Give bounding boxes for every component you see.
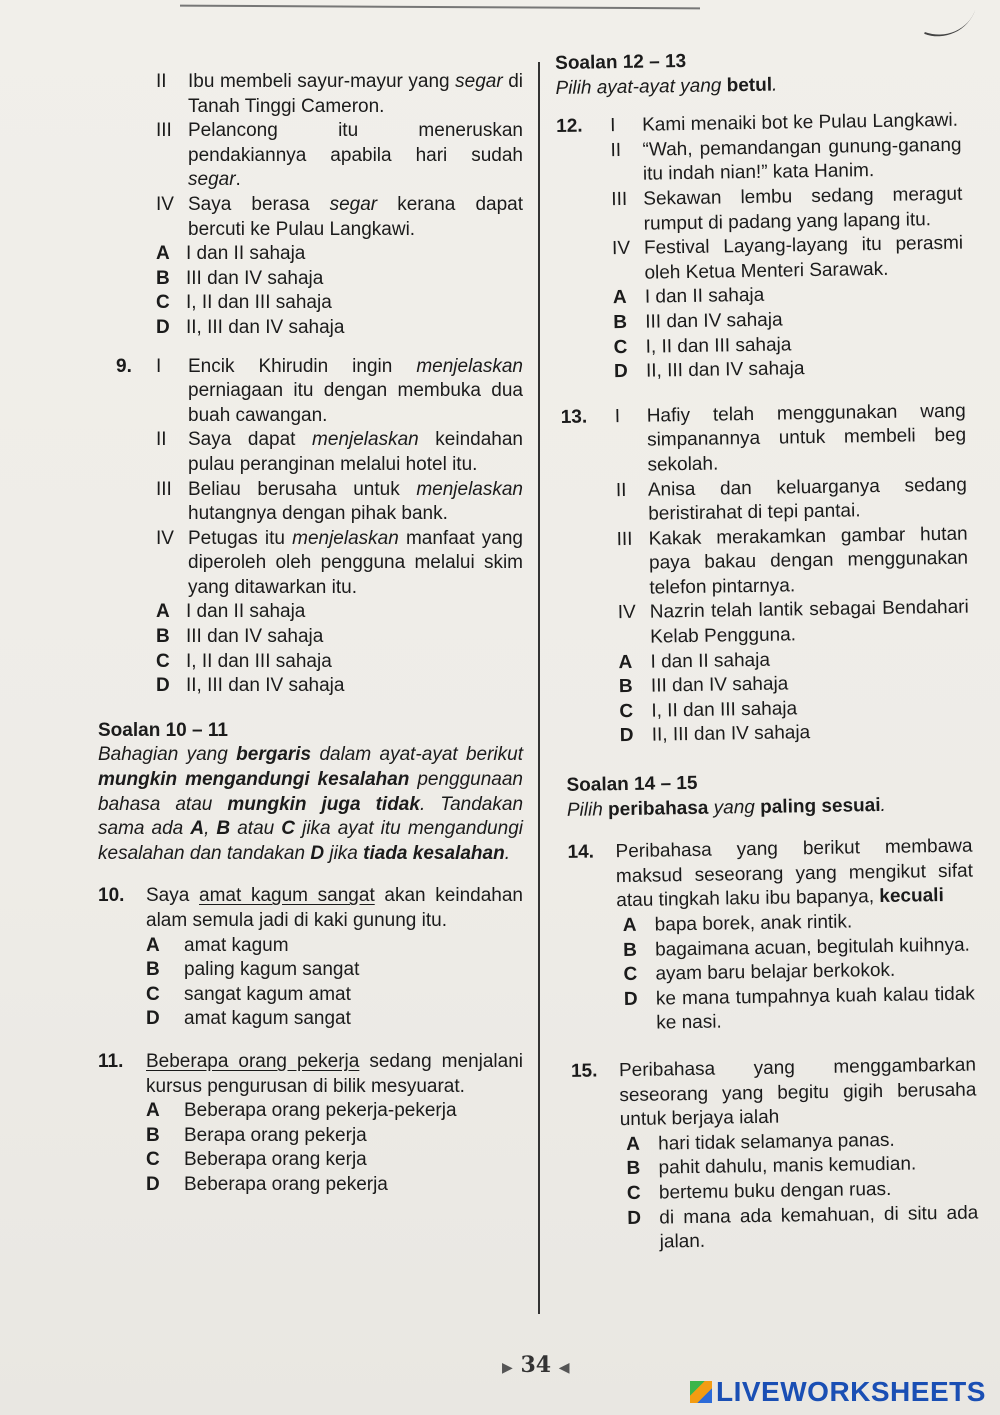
option-a[interactable]: A I dan II sahaja — [156, 601, 306, 623]
statement-item: I Kami menaiki bot ke Pulau Langkawi. — [610, 109, 959, 137]
roman-numeral: IV — [156, 193, 174, 215]
option-b[interactable]: B Berapa orang pekerja — [146, 1124, 367, 1146]
statement-item: III Beliau berusaha untuk menjelaskan hutangnya dengan pihak bank. — [156, 478, 523, 525]
question-number: 13. — [560, 406, 588, 428]
statement-item: IV Petugas itu menjelaskan manfaat yang diperoleh oleh pengguna melalui skim yang ditawarkan itu. — [156, 527, 523, 598]
question-8-tail — [98, 70, 523, 341]
page-fold — [924, 0, 976, 48]
option-b[interactable]: B III dan IV sahaja — [618, 673, 789, 698]
option-a[interactable]: A hari tidak selamanya panas. — [626, 1129, 895, 1155]
option-b[interactable]: B pahit dahulu, manis kemudian. — [626, 1153, 917, 1180]
statement-item: II “Wah, pemandangan gunung-ganang itu indah nian!” kata Hanim. — [610, 134, 962, 186]
column-divider — [538, 62, 540, 1314]
option-c[interactable]: C I, II dan III sahaja — [619, 698, 798, 722]
option-c[interactable]: C bertemu buku dengan ruas. — [626, 1178, 892, 1204]
statement-item: I Encik Khirudin ingin menjelaskan perniagaan itu dengan membuka dua buah cawangan. — [156, 355, 523, 426]
option-a[interactable]: A Beberapa orang pekerja-pekerja — [146, 1100, 457, 1122]
logo-icon — [690, 1381, 712, 1403]
question-stem: Peribahasa yang menggambarkan seseorang yang begitu gigih berusaha untuk berjaya ialah — [618, 1054, 977, 1131]
option-d[interactable]: D ke mana tumpahnya kuah kalau tidak ke nasi. — [623, 983, 976, 1034]
question-15 — [571, 1053, 979, 1256]
arrow-right-icon: ▶ — [502, 1360, 513, 1376]
question-number: 14. — [567, 841, 595, 864]
top-rule — [180, 5, 700, 10]
arrow-left-icon: ◀ — [558, 1360, 570, 1376]
section-instruction: Pilih ayat-ayat yang betul. — [555, 74, 778, 99]
option-d[interactable]: D II, III dan IV sahaja — [156, 316, 345, 338]
statement-item: II Ibu membeli sayur-mayur yang segar di Tanah Tinggi Cameron. — [156, 71, 523, 117]
option-c[interactable]: C I, II dan III sahaja — [156, 292, 332, 314]
section-14-15 — [566, 768, 972, 824]
option-d[interactable]: D di mana ada kemahuan, di situ ada jalan. — [627, 1202, 979, 1253]
question-11 — [98, 1050, 523, 1198]
question-number: 10. — [98, 885, 125, 907]
statement-item: II Anisa dan keluarganya sedang beristirahat di tepi pantai. — [615, 474, 968, 525]
option-a[interactable]: A amat kagum — [146, 934, 289, 956]
question-10 — [98, 884, 523, 1032]
option-b[interactable]: B bagaimana acuan, begitulah kuihnya. — [622, 934, 971, 961]
roman-numeral: II — [156, 71, 167, 92]
option-d[interactable]: D II, III dan IV sahaja — [156, 675, 345, 697]
statement-item: II Saya dapat menjelaskan keindahan pulau peranginan melalui hotel itu. — [156, 429, 523, 475]
section-heading: Soalan 10 – 11 — [98, 719, 228, 741]
question-12 — [556, 109, 965, 386]
question-9 — [98, 355, 523, 699]
option-c[interactable]: C sangat kagum amat — [146, 983, 351, 1005]
section-instruction: Bahagian yang bergaris dalam ayat-ayat berikut mungkin mengandungi kesalahan penggunaan bahasa atau mungkin juga tidak. Tandakan sama ada A, B atau C jika ayat itu mengandungi kesalahan dan tandakan D jika tiada kesalahan. — [98, 744, 524, 864]
question-stem: Saya amat kagum sangat akan keindahan alam semula jadi di kaki gunung itu. — [146, 885, 523, 931]
question-13 — [561, 399, 971, 750]
statement-item: III Kakak merakamkan gambar hutan paya bakau dengan menggunakan telefon pintarnya. — [616, 523, 969, 599]
right-column — [555, 46, 979, 1257]
section-12-13 — [555, 46, 961, 102]
option-b[interactable]: B III dan IV sahaja — [156, 267, 324, 289]
option-d[interactable]: D amat kagum sangat — [146, 1008, 351, 1030]
page-number: ▶ 34 ◀ — [502, 1352, 570, 1378]
section-heading: Soalan 14 – 15 — [566, 772, 698, 796]
section-heading: Soalan 12 – 13 — [555, 50, 687, 74]
option-b[interactable]: B III dan IV sahaja — [613, 309, 783, 334]
statement-item: I Hafiy telah menggunakan wang simpanannya untuk membeli beg sekolah. — [614, 400, 967, 476]
option-a[interactable]: A I dan II sahaja — [156, 243, 306, 265]
statement-item: III Sekawan lembu sedang meragut rumput di padang yang lapang itu. — [611, 183, 963, 235]
question-number: 15. — [570, 1060, 598, 1082]
option-b[interactable]: B paling kagum sangat — [146, 959, 360, 981]
statement-item: IV Nazrin telah lantik sebagai Bendahari Kelab Pengguna. — [617, 597, 969, 648]
option-d[interactable]: D Beberapa orang pekerja — [146, 1173, 388, 1195]
question-stem: Peribahasa yang berikut membawa maksud seseorang yang mengikut sifat atau tingkah laku ibu bapanya, kecuali — [615, 835, 974, 912]
option-c[interactable]: C I, II dan III sahaja — [156, 650, 332, 672]
option-a[interactable]: A bapa borek, anak rintik. — [622, 911, 853, 937]
underlined-phrase: Beberapa orang pekerja — [146, 1050, 360, 1072]
option-c[interactable]: C I, II dan III sahaja — [613, 333, 792, 358]
statement-item: III Pelancong itu meneruskan pendakiannya apabila hari sudah segar. — [156, 120, 523, 191]
statement-item: IV Festival Layang-layang itu perasmi oleh Ketua Menteri Sarawak. — [611, 232, 964, 284]
option-a[interactable]: A I dan II sahaja — [618, 649, 771, 673]
question-stem: Beberapa orang pekerja sedang menjalani kursus pengurusan di bilik mesyuarat. — [146, 1050, 523, 1097]
option-c[interactable]: C Beberapa orang kerja — [146, 1149, 367, 1171]
option-d[interactable]: D II, III dan IV sahaja — [619, 722, 811, 747]
roman-numeral: III — [156, 120, 172, 142]
question-number: 9. — [116, 355, 132, 377]
question-14 — [567, 835, 975, 1038]
section-10-11 — [98, 719, 523, 867]
section-instruction: Pilih peribahasa yang paling sesuai. — [566, 794, 886, 821]
brand-logo: LIVEWORKSHEETS — [690, 1376, 986, 1408]
underlined-phrase: amat kagum sangat — [199, 885, 375, 907]
option-d[interactable]: D II, III dan IV sahaja — [613, 358, 805, 383]
question-number: 12. — [556, 115, 583, 138]
question-number: 11. — [98, 1050, 124, 1072]
statement-item: IV Saya berasa segar kerana dapat bercuti ke Pulau Langkawi. — [156, 193, 523, 240]
left-column — [98, 70, 523, 1198]
option-a[interactable]: A I dan II sahaja — [612, 285, 765, 309]
option-c[interactable]: C ayam baru belajar berkokok. — [623, 959, 896, 986]
option-b[interactable]: B III dan IV sahaja — [156, 626, 324, 648]
